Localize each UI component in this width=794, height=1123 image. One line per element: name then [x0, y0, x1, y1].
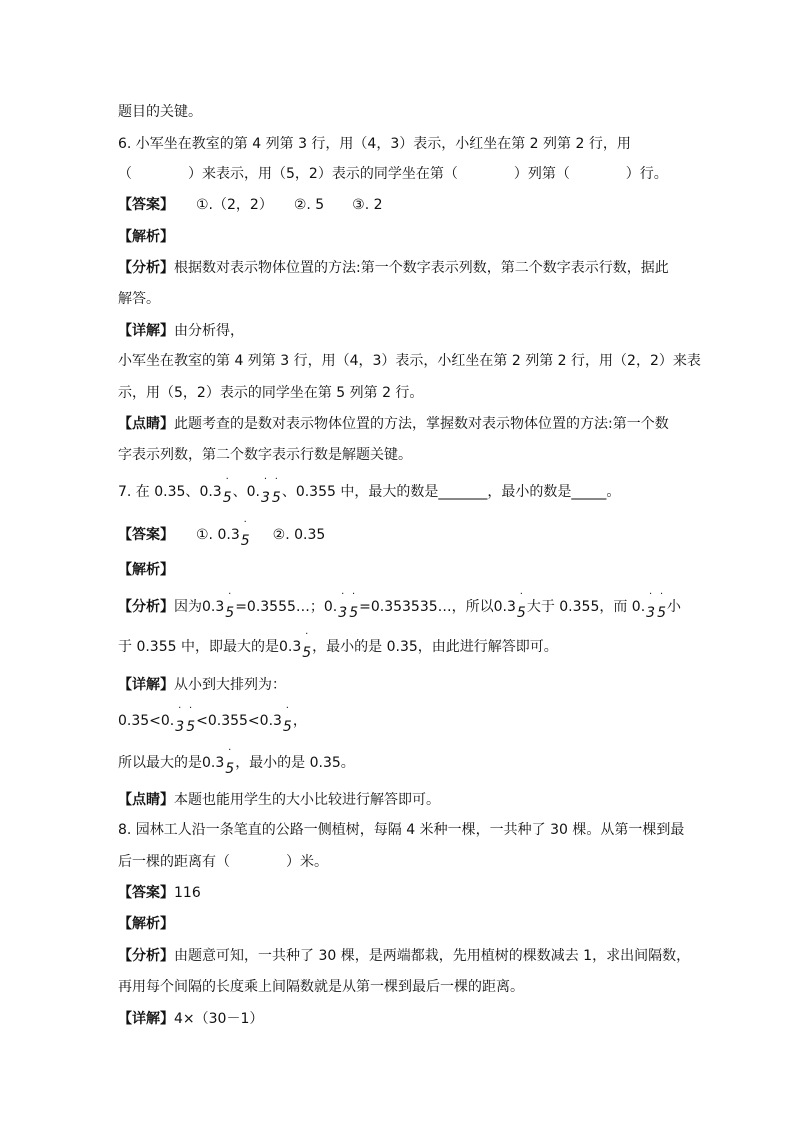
analysis-heading: 【解析】 [118, 916, 174, 932]
answer-tag: 【答案】 [118, 885, 174, 901]
question-7-answer: 【答案】 ①. 0.3 · 5 ②. 0.35 [118, 517, 326, 549]
question-7-analysis-cont: 于 0.355 中，即最大的是0.3 · 5，最小的是 0.35，由此进行解答即可。 [118, 629, 558, 661]
question-7-comment: 【点睛】本题也能用学生的大小比较进行解答即可。 [118, 792, 440, 808]
detail-tag: 【详解】 [118, 1011, 174, 1027]
question-6-detail-line: 示，用（5，2）表示的同学坐在第 5 列第 2 行。 [118, 385, 424, 401]
question-7-analysis: 【分析】因为0.3 · 5=0.3555…；0. · 3 · 5=0.353535…，所以0.3 · 5大于 0.355，而 0. · 3 · 5小 [118, 589, 682, 621]
comment-tag: 【点睛】 [118, 792, 174, 808]
question-8-stem-cont: 后一棵的距离有（ ）米。 [118, 854, 328, 870]
question-7-detail: 【详解】从小到大排列为： [118, 677, 286, 693]
answer-text: 116 [174, 885, 201, 901]
question-8-analysis-cont: 再用每个间隔的长度乘上间隔数就是从第一棵到最后一棵的距离。 [118, 979, 524, 995]
text-line: 题目的关键。 [118, 104, 202, 120]
question-6-answer [118, 195, 383, 215]
question-6-analysis: 【分析】根据数对表示物体位置的方法:第一个数字表示列数，第二个数字表示行数，据此 [118, 260, 669, 276]
question-8-answer [118, 883, 201, 903]
answer-text: ①.（2，2） ②. 5 ③. 2 [196, 197, 383, 213]
detail-tag: 【详解】 [118, 677, 174, 693]
question-7-stem: 7. 在 0.35、0.3 · 5、0. · 3 · 5、0.355 中，最大的数是_______，最小的数是_____。 [118, 474, 621, 506]
analysis-heading: 【解析】 [118, 229, 174, 245]
question-8-stem: 8. 园林工人沿一条笔直的公路一侧植树，每隔 4 米种一棵，一共种了 30 棵。从第一棵到最 [118, 822, 685, 838]
analysis-tag: 【分析】 [118, 260, 174, 276]
answer-tag: 【答案】 [118, 527, 174, 543]
question-6-detail-line: 小军坐在教室的第 4 列第 3 行，用（4，3）表示，小红坐在第 2 列第 2 行，用（2，2）来表 [118, 353, 701, 369]
analysis-heading: 【解析】 [118, 562, 174, 578]
question-7-detail-line: 所以最大的是0.3 · 5，最小的是 0.35。 [118, 745, 355, 777]
comment-tag: 【点睛】 [118, 416, 174, 432]
question-6-stem: 6. 小军坐在教室的第 4 列第 3 行，用（4，3）表示，小红坐在第 2 列第 2 行，用 [118, 136, 631, 152]
analysis-tag: 【分析】 [118, 599, 174, 615]
detail-tag: 【详解】 [118, 323, 174, 339]
answer-tag: 【答案】 [118, 197, 174, 213]
question-8-detail: 【详解】4×（30－1） [118, 1011, 264, 1027]
question-6-analysis-cont: 解答。 [118, 291, 160, 307]
question-6-detail: 【详解】由分析得， [118, 323, 244, 339]
analysis-tag: 【分析】 [118, 948, 174, 964]
question-6-comment-cont: 字表示列数，第二个数字表示行数是解题关键。 [118, 447, 412, 463]
question-7-detail-line: 0.35<0. · 3 · 5<0.355<0.3 · 5， [118, 703, 307, 735]
question-6-stem-cont: （ ）来表示，用（5，2）表示的同学坐在第（ ）列第（ ）行。 [118, 166, 668, 182]
question-8-analysis: 【分析】由题意可知，一共种了 30 棵，是两端都栽，先用植树的棵数减去 1，求出间隔数， [118, 948, 691, 964]
question-6-comment: 【点睛】此题考查的是数对表示物体位置的方法，掌握数对表示物体位置的方法:第一个数 [118, 416, 669, 432]
